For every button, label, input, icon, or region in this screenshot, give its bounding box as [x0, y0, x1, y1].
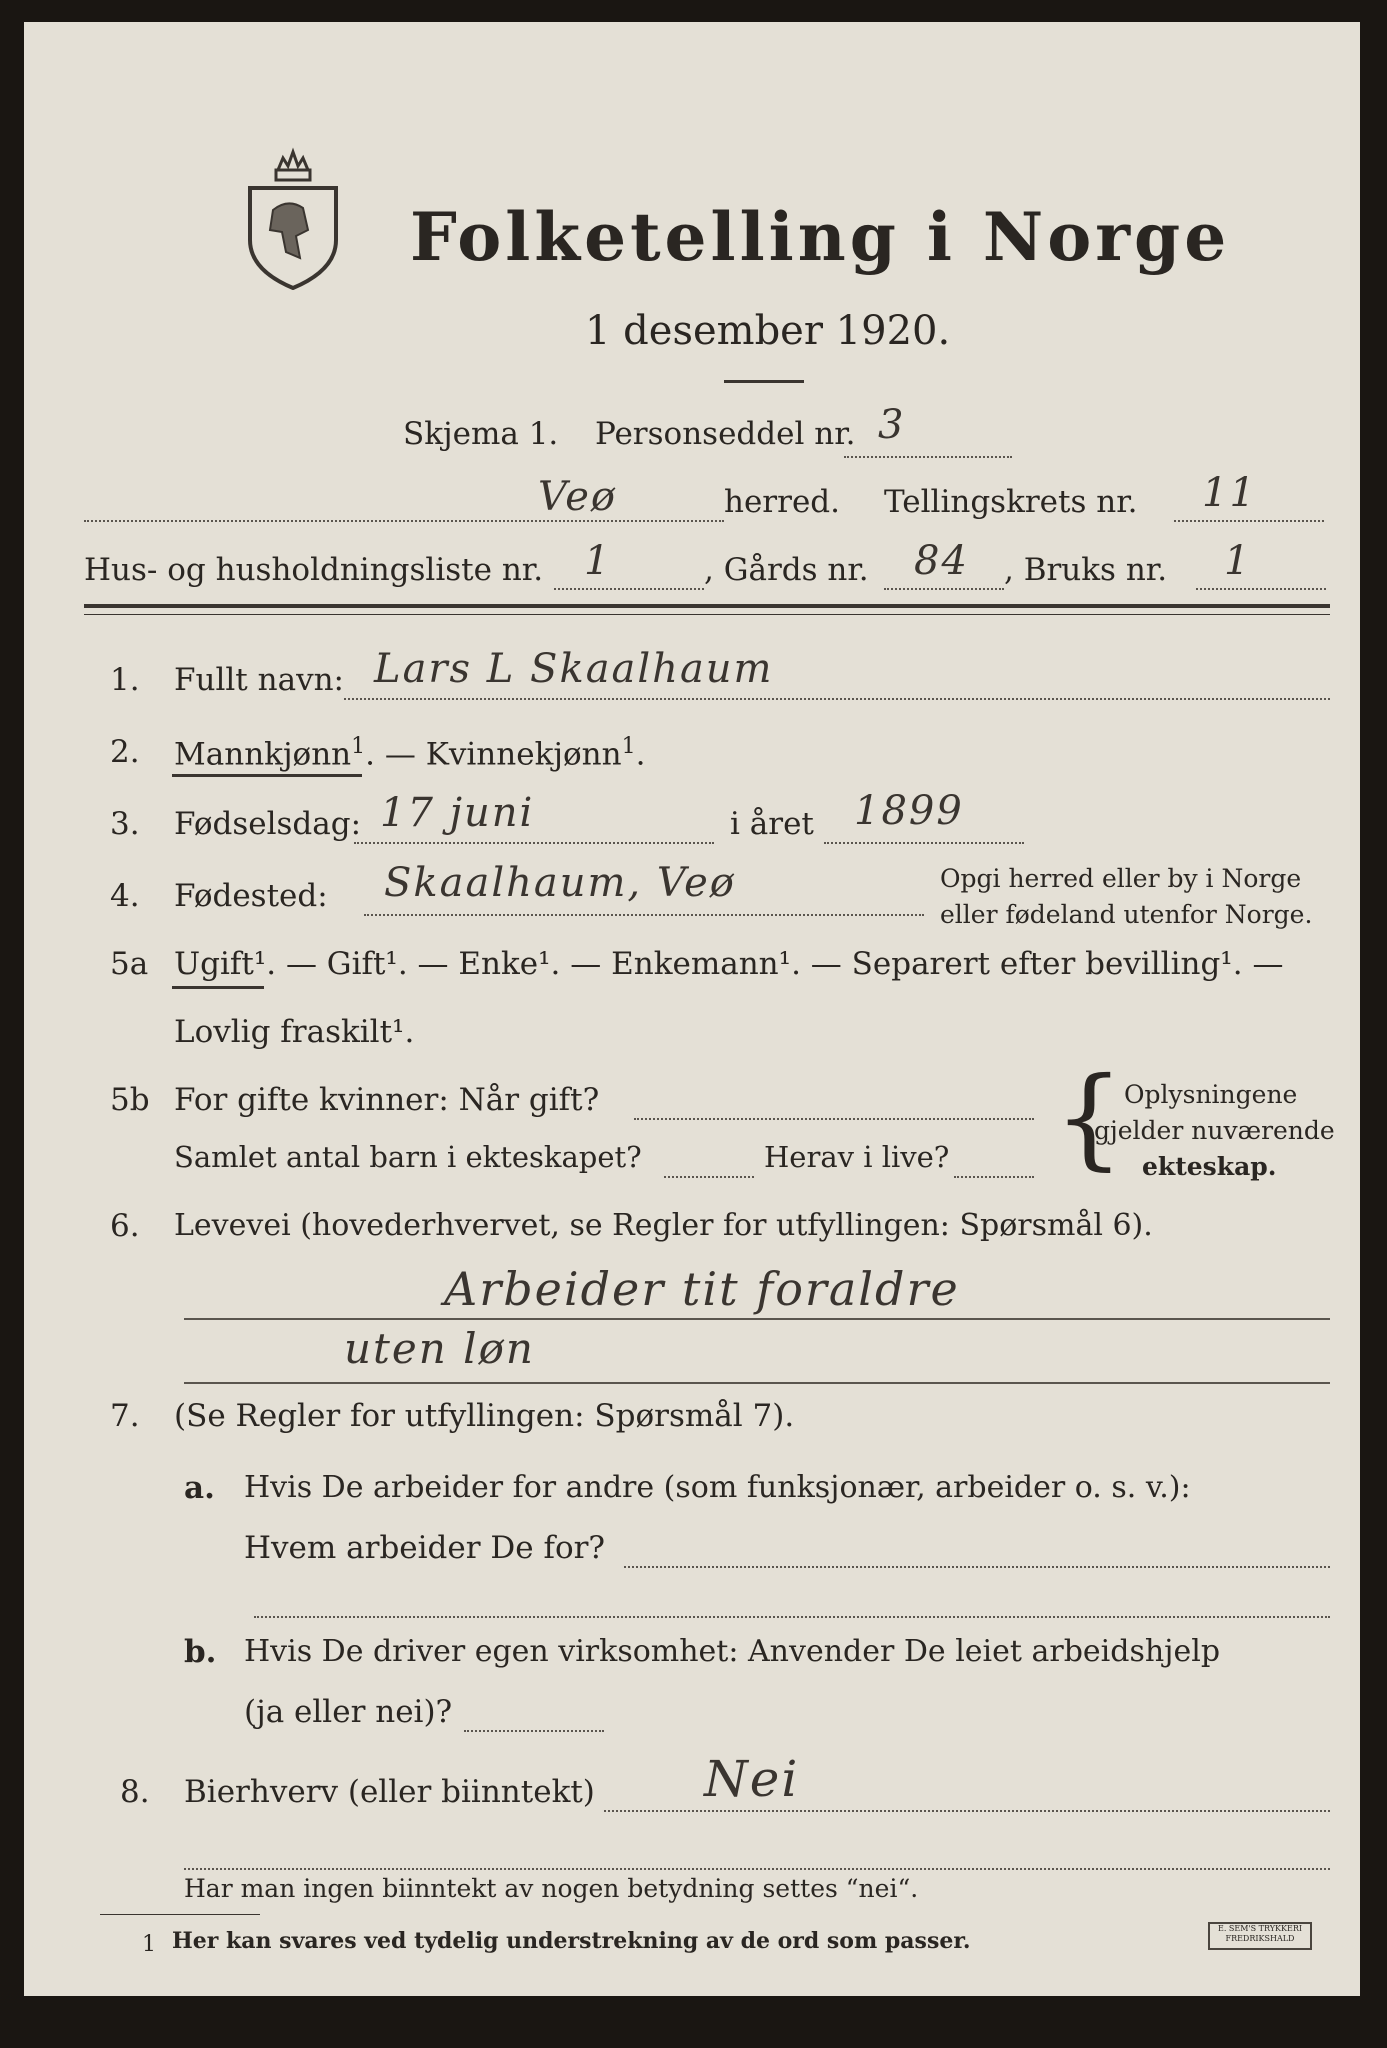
q3-label: Fødselsdag:: [174, 806, 362, 842]
q4-number: 4.: [110, 878, 140, 914]
q3-birth-year: 1899: [854, 788, 964, 834]
q2-male-footnote: 1: [351, 734, 366, 759]
q8-line1: [604, 1810, 1330, 1812]
q7a-label1: Hvis De arbeider for andre (som funksjonær, arbeider o. s. v.):: [244, 1470, 1191, 1505]
q5b-when-line: [634, 1118, 1034, 1120]
q2-female-footnote: 1: [621, 734, 636, 759]
q5b-children-alive: Herav i live?: [764, 1140, 950, 1174]
q7a-label2: Hvem arbeider De for?: [244, 1530, 606, 1566]
personseddel-label: Personseddel nr.: [595, 416, 856, 452]
q7a-line1: [624, 1566, 1330, 1568]
herred-value: Veø: [538, 474, 617, 520]
skjema-label: Skjema 1.: [403, 416, 559, 452]
q7b-label1: Hvis De driver egen virksomhet: Anvender De leiet arbeidshjelp: [244, 1634, 1221, 1669]
form-title: Folketelling i Norge: [410, 198, 1231, 276]
q7-number: 7.: [110, 1398, 140, 1434]
footnote-text: Her kan svares ved tydelig understrekning av de ord som passer.: [172, 1928, 971, 1954]
header-rule: [84, 604, 1330, 608]
q4-label: Fødested:: [174, 878, 328, 914]
q7b-line: [464, 1730, 604, 1732]
gards-line: [884, 588, 1004, 590]
q7b-label2: (ja eller nei)?: [244, 1694, 453, 1730]
q7a-line2: [254, 1616, 1330, 1618]
q5a-divorced-option: Lovlig fraskilt¹.: [174, 1014, 415, 1050]
q5b-number: 5b: [110, 1082, 150, 1118]
q1-full-name: Lars L Skaalhaum: [374, 646, 774, 692]
q2-number: 2.: [110, 734, 140, 770]
census-form-page: [24, 22, 1360, 1996]
tellingskrets-value: 11: [1202, 470, 1257, 516]
q1-number: 1.: [110, 662, 140, 698]
q8-number: 8.: [120, 1774, 150, 1810]
q1-label: Fullt navn:: [174, 662, 344, 698]
q6-line1: [184, 1318, 1330, 1320]
q5a-marital-options: Ugift¹. — Gift¹. — Enke¹. — Enkemann¹. — Separert efter bevilling¹. —: [174, 946, 1284, 982]
title-divider: [724, 380, 804, 383]
census-date: 1 desember 1920.: [585, 308, 951, 354]
q2-male: Mannkjønn: [174, 736, 352, 773]
q8-side-income: Nei: [704, 1750, 800, 1808]
q3-number: 3.: [110, 806, 140, 842]
q7a-letter: a.: [184, 1470, 215, 1506]
q4-note-line2: eller fødeland utenfor Norge.: [940, 900, 1313, 929]
hus-value: 1: [584, 538, 612, 584]
footer-note: Har man ingen biinntekt av nogen betydning settes “nei“.: [184, 1874, 919, 1903]
printer-stamp: E. SEM'S TRYKKERI FREDRIKSHALD: [1208, 1922, 1312, 1950]
q7-label: (Se Regler for utfyllingen: Spørsmål 7).: [174, 1398, 795, 1434]
q4-line: [364, 914, 924, 916]
q7b-letter: b.: [184, 1634, 217, 1670]
q6-number: 6.: [110, 1208, 140, 1244]
bruks-label: , Bruks nr.: [1004, 552, 1168, 588]
hus-label: Hus- og husholdningsliste nr.: [84, 552, 544, 588]
q5b-brace: {: [1054, 1053, 1124, 1181]
q6-occupation-line1: Arbeider tit foraldre: [444, 1262, 960, 1316]
footnote-rule: [100, 1914, 260, 1915]
tellingskrets-line: [1174, 520, 1324, 522]
q4-birth-place: Skaalhaum, Veø: [384, 860, 736, 906]
footnote-number: 1: [142, 1932, 156, 1957]
bruks-value: 1: [1224, 538, 1252, 584]
herred-line: [84, 520, 724, 522]
q4-note-line1: Opgi herred eller by i Norge: [940, 864, 1302, 893]
norwegian-coat-of-arms-icon: [238, 140, 348, 290]
gards-value: 84: [914, 538, 969, 584]
q5b-alive-line: [954, 1176, 1034, 1178]
q2-gender: [174, 734, 645, 772]
q5a-ugift-underline: [172, 986, 264, 989]
personseddel-value: 3: [878, 402, 906, 448]
q5a-number: 5a: [110, 946, 149, 982]
q6-occupation-line2: uten løn: [344, 1324, 535, 1373]
q8-label: Bierhverv (eller biinntekt): [184, 1774, 595, 1810]
q2-female: Kvinnekjønn: [425, 736, 622, 773]
gards-label: , Gårds nr.: [704, 552, 869, 588]
q5b-note-line1: Oplysningene: [1124, 1080, 1298, 1109]
q3-birth-date: 17 juni: [380, 790, 535, 836]
q5b-children-total: Samlet antal barn i ekteskapet?: [174, 1140, 642, 1174]
q5b-children-line: [664, 1176, 754, 1178]
q6-line2: [184, 1382, 1330, 1384]
q1-line: [344, 698, 1330, 700]
q5b-note-line3: ekteskap.: [1142, 1152, 1277, 1181]
hus-line: [554, 588, 704, 590]
tellingskrets-label: Tellingskrets nr.: [884, 484, 1138, 520]
q6-label: Levevei (hovederhvervet, se Regler for utfyllingen: Spørsmål 6).: [174, 1208, 1153, 1243]
bruks-line: [1196, 588, 1326, 590]
q5b-when-married: For gifte kvinner: Når gift?: [174, 1082, 600, 1118]
q2-end: .: [635, 736, 646, 773]
q3-line: [354, 842, 714, 844]
header-rule-thin: [84, 614, 1330, 615]
q8-line2: [184, 1868, 1330, 1870]
q3-year-line: [824, 842, 1024, 844]
q3-year-label: i året: [730, 806, 814, 842]
q5b-note-line2: gjelder nuværende: [1094, 1116, 1335, 1145]
personseddel-line: [844, 456, 1012, 458]
herred-label: herred.: [724, 484, 840, 520]
q2-sep: . —: [365, 736, 426, 773]
q2-male-underline: [172, 774, 362, 777]
